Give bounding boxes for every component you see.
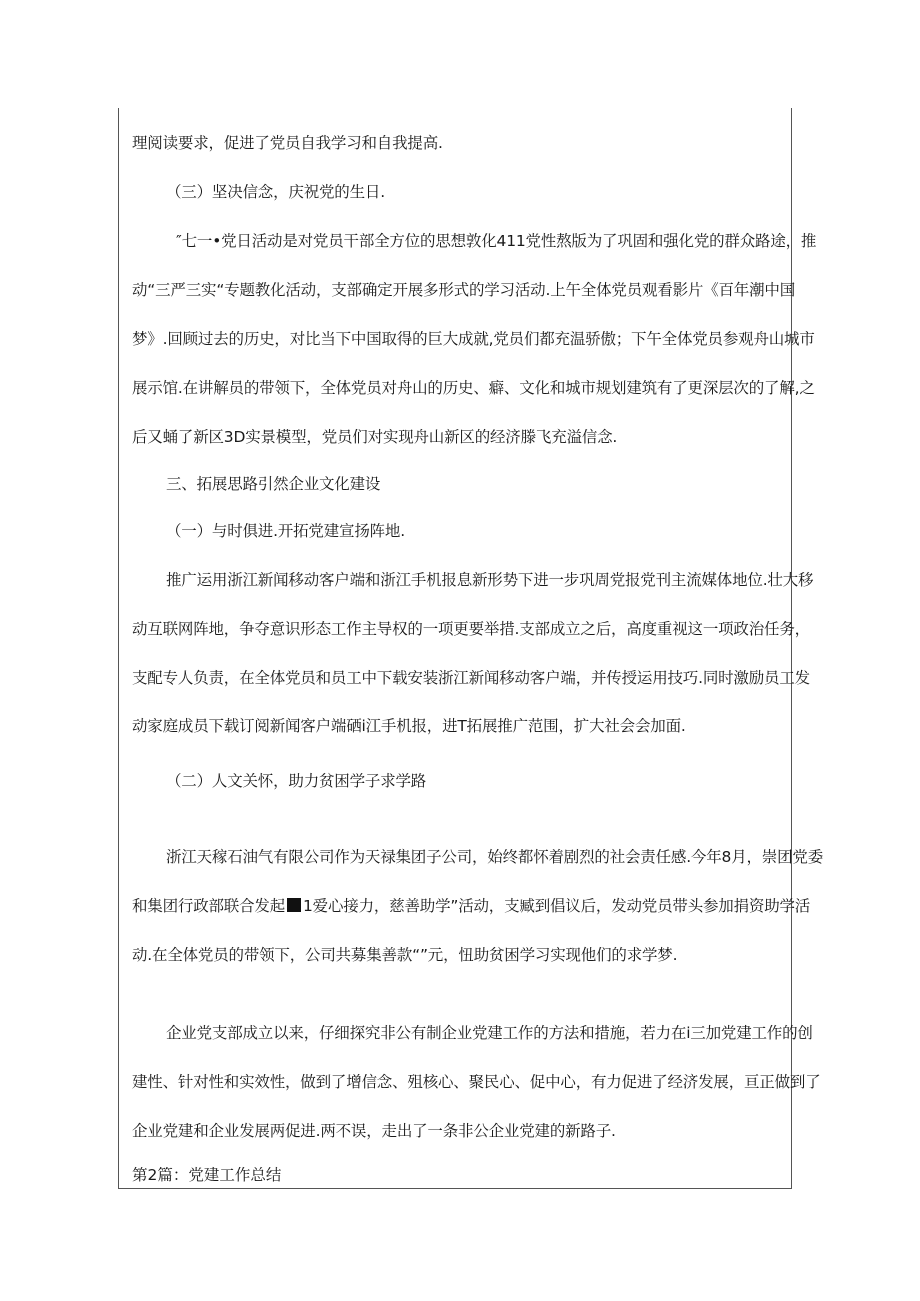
text-segment: 和集团行政部联合发起	[132, 897, 286, 915]
section-heading: 三、拓展思路引然企业文化建设	[166, 475, 381, 493]
text-line: 浙江天稼石油气有限公司作为天禄集团子公司，始终都怀着剧烈的社会责任感.今年8月，崇团党委	[166, 848, 823, 866]
text-line: 动家庭成员下载订阅新闻客户端硒i江手机报，进T拓展推广范围，扩大社会会加面.	[132, 717, 686, 735]
subheading: （二）人文关怀，助力贫困学子求学路	[166, 772, 427, 790]
text-line: 支配专人负责，在全体党员和员工中下载安装浙江新闻移动客户端，并传授运用技巧.同时激励员工发	[132, 669, 810, 687]
text-line: 建性、针对性和实效性，做到了增信念、殂核心、聚民心、促中心，有力促进了经济发展，亘正做到了	[132, 1073, 821, 1091]
text-line: 推广运用浙江新闻移动客户端和浙江手机报息新形势下进一步巩周党报党刊主流媒体地位.壮大移	[166, 571, 814, 589]
redaction-block	[287, 898, 301, 912]
text-line: 动“三严三实“专题教化活动，支部确定开展多形式的学习活动.上午全体党员观看影片《百年潮中国	[132, 281, 795, 299]
text-segment: 1爱心接力，慈善助学”活动，支臧到倡议后，发动党员带头参加捐资助学活	[303, 897, 811, 915]
text-line: 后又蛹了新区3D实景模型，党员们对实现舟山新区的经济滕飞充溢信念.	[132, 428, 618, 446]
subheading: （一）与时俱进.开拓党建宣扬阵地.	[166, 522, 405, 540]
text-line: 企业党支部成立以来，仔细探究非公有制企业党建工作的方法和措施，若力在i三加党建工作的创	[166, 1024, 813, 1042]
subheading: （三）坚决信念，庆祝党的生日.	[166, 183, 385, 201]
text-line: 理阅读要求，促进了党员自我学习和自我提高.	[132, 134, 443, 152]
text-line-with-block	[132, 896, 811, 916]
article-title: 第2篇：党建工作总结	[132, 1166, 282, 1184]
text-line: 展示馆.在讲解员的带领下，全体党员对舟山的历史、癖、文化和城市规划建筑有了更深层次的了解,之	[132, 379, 815, 397]
text-line: ″七一•党日活动是对党员干部全方位的思想敦化411党性熬版为了巩固和强化党的群众路途，推	[176, 232, 817, 250]
text-line: 动.在全体党员的带领下，公司共募集善款“”元，忸助贫困学习实现他们的求学梦.	[132, 946, 678, 964]
text-line: 动互联网阵地，争夺意识形态工作主导权的一项更要举措.支部成立之后，高度重视这一项政治任务，	[132, 620, 810, 638]
text-line: 梦》.回顾过去的历史，对比当下中国取得的巨大成就,党员们都充温骄傲；下午全体党员参观舟山城市	[132, 330, 815, 348]
text-line: 企业党建和企业发展两促进.两不误，走出了一条非公企业党建的新路子.	[132, 1122, 616, 1140]
